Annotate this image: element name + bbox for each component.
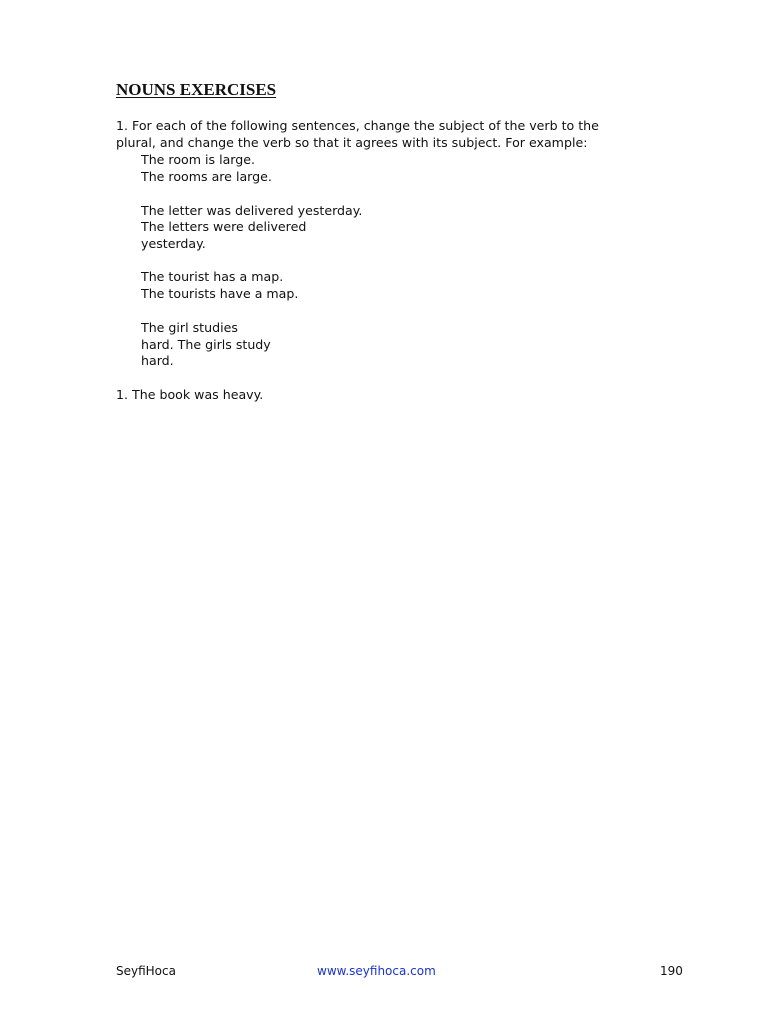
footer-author: SeyfiHoca (116, 964, 176, 978)
exercise-item-1: 1. The book was heavy. (116, 387, 264, 402)
example-4-line-3: hard. (141, 353, 174, 368)
page-number: 190 (660, 964, 683, 978)
example-1-singular: The room is large. (141, 152, 255, 167)
example-4-line-2: hard. The girls study (141, 337, 271, 352)
example-2-plural: The letters were delivered (141, 219, 307, 234)
example-4-line-1: The girl studies (141, 320, 238, 335)
example-3-plural: The tourists have a map. (141, 286, 299, 301)
example-2-singular: The letter was delivered yesterday. (141, 203, 363, 218)
instruction-line-1: 1. For each of the following sentences, change the subject of the verb to the (116, 118, 599, 133)
example-2-plural-cont: yesterday. (141, 236, 206, 251)
example-1-plural: The rooms are large. (141, 169, 272, 184)
instruction-line-2: plural, and change the verb so that it agrees with its subject. For example: (116, 135, 588, 150)
page-title: NOUNS EXERCISES (116, 80, 277, 99)
example-3-singular: The tourist has a map. (141, 269, 284, 284)
footer-website-link[interactable]: www.seyfihoca.com (317, 964, 436, 978)
